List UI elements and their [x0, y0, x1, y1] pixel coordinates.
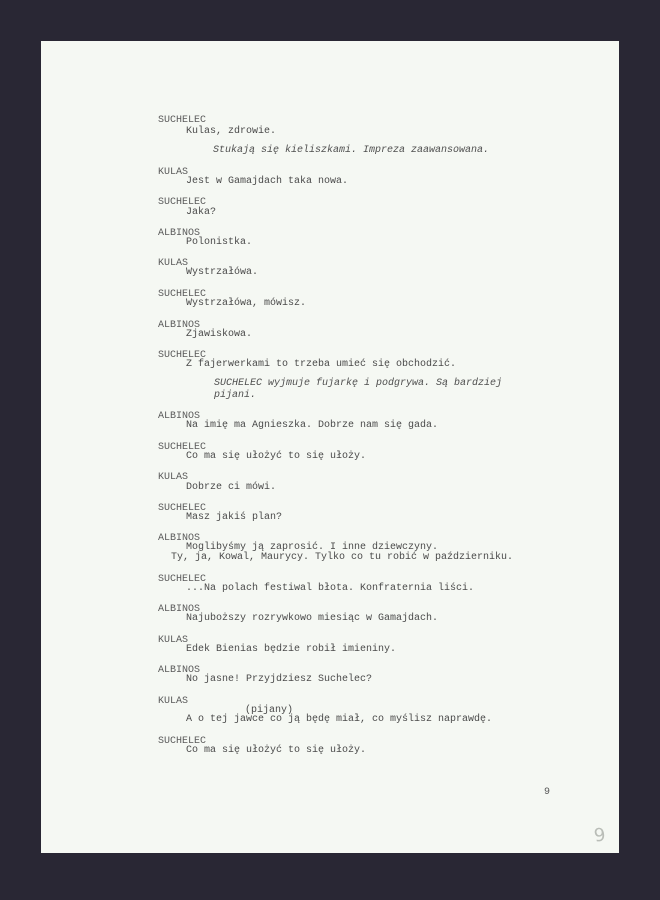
dialogue-line: Z fajerwerkami to trzeba umieć się obchodzić.: [186, 359, 457, 370]
stage-direction: Stukają się kieliszkami. Impreza zaawansowana.: [213, 145, 490, 156]
character-name: KULAS: [158, 167, 189, 178]
dialogue-line: Co ma się ułożyć to się ułoży.: [186, 745, 367, 756]
parenthetical: (pijany): [245, 705, 294, 716]
dialogue-line: No jasne! Przyjdziesz Suchelec?: [186, 674, 373, 685]
handwritten-page-number: 9: [592, 824, 607, 847]
dialogue-line: Dobrze ci mówi.: [186, 482, 277, 493]
dialogue-line: Polonistka.: [186, 237, 253, 248]
character-name: SUCHELEC: [158, 289, 207, 300]
dialogue-line: Masz jakiś plan?: [186, 512, 283, 523]
character-name: ALBINOS: [158, 228, 201, 239]
dialogue-line: Wystrzałówa, mówisz.: [186, 298, 307, 309]
character-name: SUCHELEC: [158, 197, 207, 208]
character-name: ALBINOS: [158, 604, 201, 615]
character-name: SUCHELEC: [158, 736, 207, 747]
character-name: SUCHELEC: [158, 442, 207, 453]
dialogue-line: Jest w Gamajdach taka nowa.: [186, 176, 349, 187]
dialogue-line: Jaka?: [186, 207, 217, 218]
dialogue-line: Kulas, zdrowie.: [186, 126, 277, 137]
character-name: ALBINOS: [158, 320, 201, 331]
dialogue-line: Wystrzałówa.: [186, 267, 259, 278]
page-number: 9: [544, 787, 551, 798]
dialogue-line: Co ma się ułożyć to się ułoży.: [186, 451, 367, 462]
dialogue-line: Na imię ma Agnieszka. Dobrze nam się gada.: [186, 420, 439, 431]
character-name: ALBINOS: [158, 411, 201, 422]
stage-direction: pijani.: [214, 390, 257, 401]
dialogue-line: Moglibyśmy ją zaprosić. I inne dziewczyny.: [186, 542, 439, 553]
dialogue-line: Najuboższy rozrywkowo miesiąc w Gamajdach.: [186, 613, 439, 624]
script-page: [41, 41, 619, 853]
character-name: SUCHELEC: [158, 350, 207, 361]
character-name: KULAS: [158, 472, 189, 483]
character-name: SUCHELEC: [158, 115, 207, 126]
character-name: KULAS: [158, 258, 189, 269]
character-name: ALBINOS: [158, 533, 201, 544]
character-name: SUCHELEC: [158, 503, 207, 514]
character-name: KULAS: [158, 635, 189, 646]
dialogue-line: Zjawiskowa.: [186, 329, 253, 340]
character-name: SUCHELEC: [158, 574, 207, 585]
dialogue-line: Edek Bienias będzie robił imieniny.: [186, 644, 397, 655]
dialogue-line: ...Na polach festiwal błota. Konfraternia liści.: [186, 583, 475, 594]
dialogue-line: Ty, ja, Kowal, Maurycy. Tylko co tu robić w październiku.: [171, 552, 514, 563]
stage-direction: SUCHELEC wyjmuje fujarkę i podgrywa. Są bardziej: [214, 378, 503, 389]
character-name: KULAS: [158, 696, 189, 707]
dialogue-line: A o tej jawce co ją będę miał, co myślisz naprawdę.: [186, 714, 493, 725]
character-name: ALBINOS: [158, 665, 201, 676]
